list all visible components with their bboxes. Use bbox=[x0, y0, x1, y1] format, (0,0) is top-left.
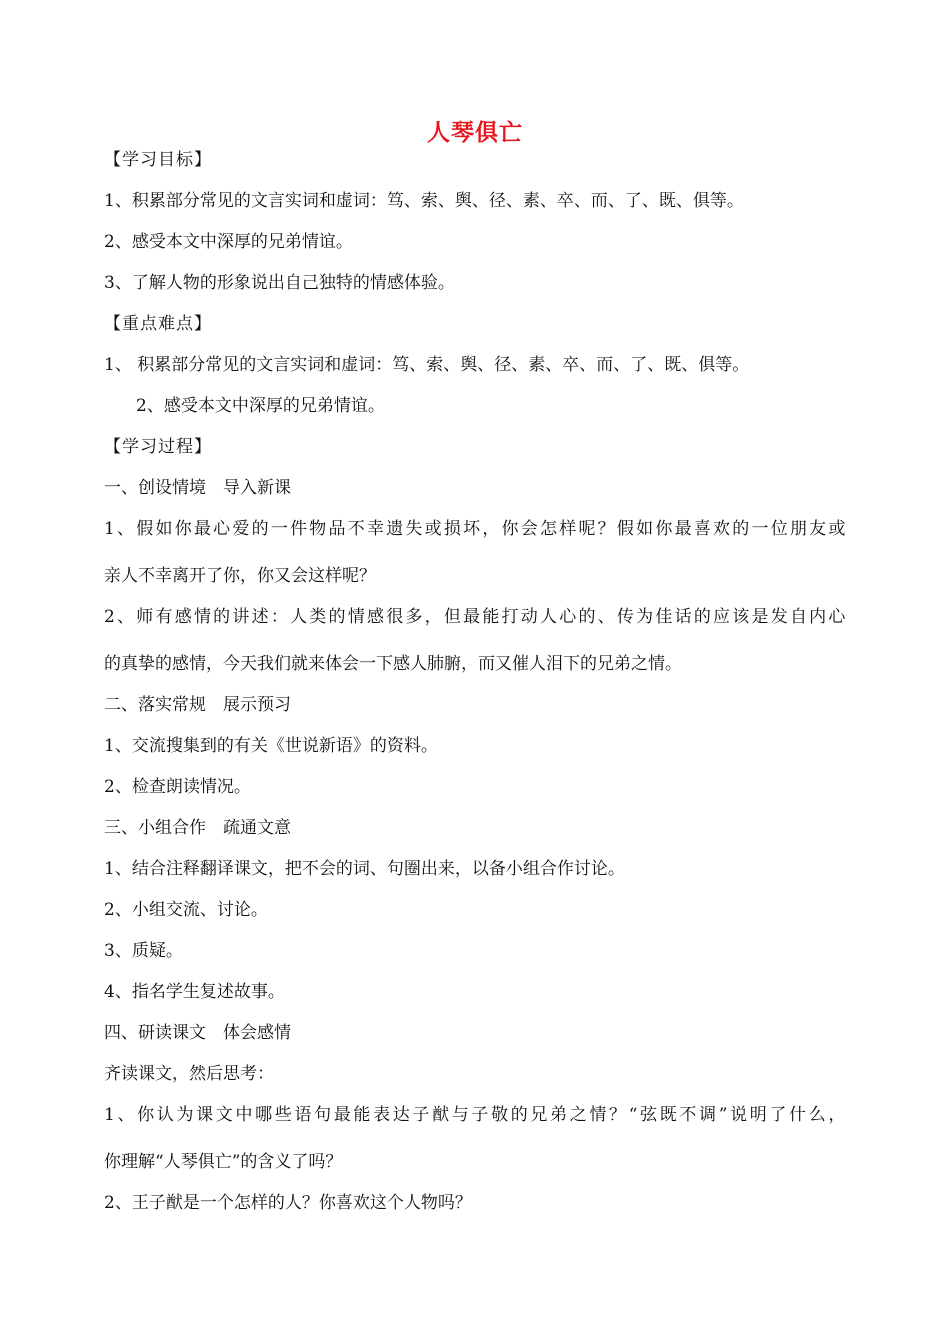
section-heading-process: 【学习过程】 bbox=[104, 437, 212, 457]
paragraph-line: 1、 积累部分常见的文言实词和虚词：笃、索、舆、径、素、卒、而、了、既、俱等。 bbox=[104, 355, 750, 375]
subsection-heading: 三、小组合作 疏通文意 bbox=[104, 818, 291, 838]
paragraph-line: 2、师有感情的讲述：人类的情感很多，但最能打动人心的、传为佳话的应该是发自内心 bbox=[104, 607, 846, 627]
paragraph-line: 亲人不幸离开了你，你又会这样呢？ bbox=[104, 566, 376, 586]
section-heading-key-points: 【重点难点】 bbox=[104, 314, 212, 334]
paragraph-line: 1、积累部分常见的文言实词和虚词：笃、索、舆、径、素、卒、而、了、既、俱等。 bbox=[104, 191, 744, 211]
subsection-heading: 一、创设情境 导入新课 bbox=[104, 478, 291, 498]
paragraph-line: 3、了解人物的形象说出自己独特的情感体验。 bbox=[104, 273, 455, 293]
paragraph-line: 2、检查朗读情况。 bbox=[104, 777, 251, 797]
paragraph-line: 1、结合注释翻译课文，把不会的词、句圈出来，以备小组合作讨论。 bbox=[104, 859, 625, 879]
paragraph-line: 2、感受本文中深厚的兄弟情谊。 bbox=[104, 232, 353, 252]
paragraph-line: 2、小组交流、讨论。 bbox=[104, 900, 268, 920]
paragraph-line: 你理解“人琴俱亡”的含义了吗？ bbox=[104, 1152, 343, 1172]
page-title: 人琴俱亡 bbox=[427, 120, 523, 146]
subsection-heading: 四、研读课文 体会感情 bbox=[104, 1023, 291, 1043]
paragraph-line: 1、你认为课文中哪些语句最能表达子猷与子敬的兄弟之情？“弦既不调”说明了什么， bbox=[104, 1105, 846, 1125]
paragraph-line: 1、交流搜集到的有关《世说新语》的资料。 bbox=[104, 736, 438, 756]
paragraph-line: 1、假如你最心爱的一件物品不幸遗失或损坏，你会怎样呢？假如你最喜欢的一位朋友或 bbox=[104, 519, 846, 539]
paragraph-line: 2、感受本文中深厚的兄弟情谊。 bbox=[136, 396, 385, 416]
paragraph-line: 2、王子猷是一个怎样的人？你喜欢这个人物吗？ bbox=[104, 1193, 472, 1213]
paragraph-line: 3、质疑。 bbox=[104, 941, 183, 961]
section-heading-objectives: 【学习目标】 bbox=[104, 150, 212, 170]
paragraph-line: 的真挚的感情，今天我们就来体会一下感人肺腑，而又催人泪下的兄弟之情。 bbox=[104, 654, 682, 674]
paragraph-line: 齐读课文，然后思考： bbox=[104, 1064, 274, 1084]
subsection-heading: 二、落实常规 展示预习 bbox=[104, 695, 291, 715]
paragraph-line: 4、指名学生复述故事。 bbox=[104, 982, 285, 1002]
